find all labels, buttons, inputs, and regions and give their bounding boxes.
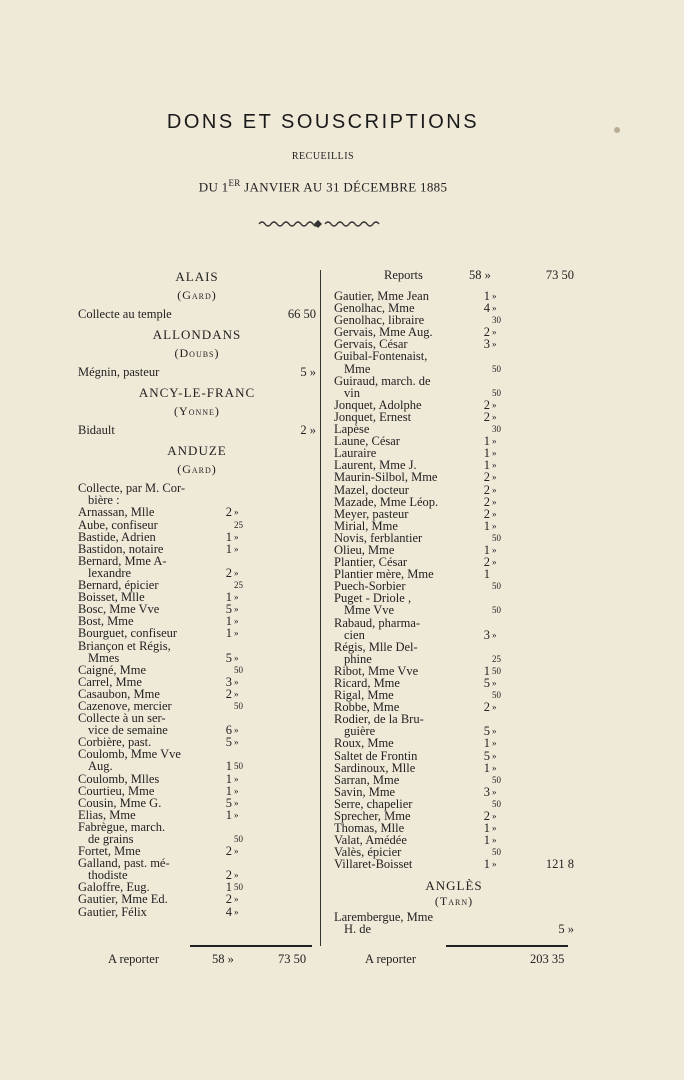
amount-francs: 1	[225, 614, 232, 629]
right-footer-total: 203 35	[530, 952, 565, 966]
donor-name: Mmes	[88, 650, 120, 665]
amount-centimes: 30	[492, 315, 501, 326]
amount-francs: 1	[225, 541, 232, 556]
donor-name: thodiste	[88, 868, 128, 883]
section-total: 2 »	[300, 423, 316, 438]
amount-centimes: »	[492, 448, 497, 459]
amount-francs: 5	[483, 676, 490, 690]
donor-name: Guiraud, march. de	[334, 373, 431, 388]
amount-francs: 2	[225, 844, 232, 859]
donor-name: Rigal, Mme	[334, 688, 394, 703]
donor-name: Guibal-Fontenaist,	[334, 349, 428, 364]
amount-centimes: »	[492, 835, 497, 846]
section-heading-ancy: ANCY-LE-FRANC	[138, 385, 256, 401]
reports-total: 73 50	[545, 268, 574, 282]
right-footer-label: A reporter	[365, 952, 417, 966]
amount-francs: 2	[225, 565, 232, 580]
donor-name: Lapèse	[334, 422, 370, 437]
donor-name: Sprecher, Mme	[334, 809, 411, 824]
amount-centimes: »	[234, 773, 239, 784]
donor-name: Collecte au temple	[78, 307, 172, 321]
amount-francs: 2	[483, 397, 490, 412]
donor-name: de grains	[88, 832, 134, 846]
amount-francs: 5	[225, 602, 232, 617]
section-total: 5 »	[558, 921, 574, 936]
donor-name: Mme Vve	[344, 603, 395, 618]
donor-name: cien	[344, 627, 365, 642]
amount-centimes: »	[492, 472, 497, 483]
amount-centimes: 50	[234, 882, 243, 893]
section-heading-anduze: ANDUZE	[167, 443, 227, 459]
amount-francs: 2	[483, 494, 490, 509]
amount-francs: 1	[225, 590, 232, 605]
donor-name: Mazel, docteur	[334, 482, 409, 497]
period-start: DU 1	[198, 179, 229, 195]
donor-name: guière	[344, 724, 376, 739]
donor-name: Elias, Mme	[78, 807, 136, 822]
amount-centimes: »	[492, 738, 497, 749]
amount-centimes: »	[234, 628, 239, 639]
amount-centimes: »	[234, 567, 239, 578]
amount-centimes: »	[492, 811, 497, 822]
section-heading-alais: ALAIS	[175, 269, 219, 284]
left-footer-subtotal: 58 »	[212, 952, 234, 966]
donor-name: Rodier, de la Bru-	[334, 712, 424, 727]
list-item	[334, 641, 574, 653]
section-heading-allondans: ALLONDANS	[152, 327, 242, 343]
donor-name: Bernard, Mme A-	[78, 553, 167, 568]
donor-name: Gautier, Mme Jean	[334, 289, 429, 303]
amount-centimes: »	[492, 726, 497, 737]
list-item	[334, 617, 574, 629]
list-item	[78, 773, 316, 785]
page-title: DONS ET SOUSCRIPTIONS	[166, 111, 480, 133]
amount-centimes: »	[492, 291, 497, 301]
list-item	[334, 858, 574, 870]
amount-centimes: 50	[492, 690, 501, 701]
donor-name: Mme	[344, 361, 371, 376]
donor-name: Mirial, Mme	[334, 518, 398, 533]
donor-name: Maurin-Silbol, Mme	[334, 470, 438, 485]
amount-francs: 1	[225, 626, 232, 641]
amount-francs: 5	[483, 724, 490, 739]
amount-centimes: 50	[234, 834, 243, 844]
donor-name: Plantier, César	[334, 555, 408, 570]
list-item	[334, 471, 574, 483]
amount-francs: 1	[483, 434, 490, 449]
amount-francs: 2	[483, 482, 490, 497]
amount-centimes: »	[492, 399, 497, 410]
amount-francs: 1	[225, 880, 232, 895]
donor-name: Aug.	[88, 759, 113, 774]
reports-subtotal: 58 »	[469, 268, 491, 282]
amount-centimes: »	[492, 460, 497, 471]
amount-francs: 2	[225, 505, 232, 520]
amount-francs: 1	[483, 760, 490, 775]
section-dept-angles: (Tarn)	[434, 893, 474, 908]
donor-name: H. de	[344, 921, 372, 936]
section-total: 121 8	[545, 857, 574, 872]
list-item	[78, 785, 316, 797]
amount-centimes: 25	[234, 580, 243, 591]
reports-label: Reports	[384, 268, 423, 282]
amount-francs: 2	[225, 868, 232, 883]
donor-name: Lauraire	[334, 446, 377, 461]
amount-centimes: »	[492, 303, 497, 314]
donor-name: Valat, Amédée	[334, 833, 407, 848]
donor-name: Gervais, Mme Aug.	[334, 325, 433, 340]
donor-name: Meyer, pasteur	[334, 506, 409, 521]
amount-francs: 2	[483, 409, 490, 424]
amount-centimes: »	[492, 629, 497, 640]
amount-centimes: »	[492, 496, 497, 507]
amount-francs: 1	[483, 736, 490, 751]
section-dept-anduze: (Gard)	[177, 462, 217, 477]
donor-name: Coulomb, Mlles	[78, 771, 160, 786]
donor-name: Caigné, Mme	[78, 662, 147, 677]
amount-francs: 1	[483, 289, 490, 303]
amount-francs: 5	[483, 748, 490, 763]
amount-centimes: »	[492, 762, 497, 773]
amount-centimes: »	[234, 725, 239, 736]
amount-centimes: »	[492, 786, 497, 797]
list-item	[78, 664, 316, 676]
amount-francs: 1	[225, 759, 232, 774]
amount-francs: 3	[225, 674, 232, 689]
list-item	[78, 640, 316, 652]
amount-francs: 2	[483, 555, 490, 570]
list-item	[78, 308, 316, 320]
donor-name: Fabrègue, march.	[78, 819, 166, 834]
donor-name: Puech-Sorbier	[334, 579, 406, 594]
amount-francs: 5	[225, 735, 232, 750]
donor-name: Olieu, Mme	[334, 542, 395, 557]
donor-name: Laune, César	[334, 434, 400, 449]
amount-centimes: 50	[234, 664, 243, 675]
amount-francs: 1	[483, 518, 490, 533]
angles-list	[334, 911, 574, 935]
donor-name: Sardinoux, Mlle	[334, 760, 416, 775]
donor-name: Bidault	[78, 423, 115, 438]
donor-name: Régis, Mlle Del-	[334, 639, 418, 654]
amount-centimes: »	[234, 676, 239, 687]
amount-centimes: 50	[492, 798, 501, 809]
list-item	[334, 375, 574, 387]
amount-centimes: 25	[234, 519, 243, 530]
list-item	[334, 363, 574, 375]
amount-centimes: 50	[234, 761, 243, 772]
reports-row	[334, 268, 574, 290]
amount-centimes: »	[492, 557, 497, 568]
list-item	[334, 604, 574, 616]
amount-francs: 3	[483, 337, 490, 352]
donor-name: Ricard, Mme	[334, 676, 400, 690]
donor-name: Thomas, Mlle	[334, 821, 405, 836]
amount-centimes: »	[492, 339, 497, 350]
donor-name: Ribot, Mme Vve	[334, 663, 419, 678]
amount-centimes: 50	[492, 363, 501, 374]
donor-name: Cousin, Mme G.	[78, 795, 162, 810]
amount-centimes: »	[234, 652, 239, 663]
donor-name: Saltet de Frontin	[334, 748, 418, 763]
list-item	[334, 737, 574, 749]
list-item	[78, 424, 316, 436]
donor-name: Galland, past. mé-	[78, 856, 170, 871]
donor-name: Puget - Driole ,	[334, 591, 412, 606]
donor-name: Briançon et Régis,	[78, 638, 171, 653]
donor-name: Cazenove, mercier	[78, 698, 172, 713]
amount-francs: 3	[483, 627, 490, 642]
donor-name: vice de semaine	[88, 723, 168, 738]
amount-centimes: »	[492, 823, 497, 834]
donor-name: Rabaud, pharma-	[334, 615, 421, 630]
amount-francs: 1	[483, 833, 490, 848]
amount-francs: 1	[225, 529, 232, 544]
amount-centimes: 50	[492, 387, 501, 398]
amount-francs: 1	[483, 542, 490, 557]
amount-centimes: »	[234, 543, 239, 554]
donor-name: Plantier mère, Mme	[334, 567, 434, 582]
left-footer-total: 73 50	[278, 952, 307, 966]
donor-name: Villaret-Boisset	[334, 857, 413, 872]
list-item	[78, 906, 316, 918]
list-item	[78, 531, 316, 543]
donor-name: Bosc, Mme Vve	[78, 602, 160, 617]
amount-centimes: »	[234, 894, 239, 905]
amount-centimes: »	[492, 411, 497, 422]
list-item	[78, 627, 316, 639]
donor-name: Coulomb, Mme Vve	[78, 747, 181, 762]
donor-name: Bourguet, confiseur	[78, 626, 178, 641]
donor-name: phine	[344, 651, 372, 666]
donor-name: Mazade, Mme Léop.	[334, 494, 439, 509]
amount-centimes: »	[234, 906, 239, 917]
section-dept-alais: (Gard)	[177, 288, 217, 302]
donor-name: Gautier, Félix	[78, 904, 147, 919]
amount-centimes: 50	[492, 605, 501, 616]
list-item	[334, 923, 574, 935]
amount-francs: 2	[483, 506, 490, 521]
amount-centimes: »	[234, 592, 239, 603]
amount-centimes: »	[234, 737, 239, 748]
amount-francs: 1	[483, 446, 490, 461]
amount-centimes: »	[234, 785, 239, 796]
amount-centimes: 25	[492, 653, 501, 664]
amount-centimes: »	[492, 702, 497, 713]
amount-francs: 1	[483, 821, 490, 836]
list-item	[334, 484, 574, 496]
donor-name: Galoffre, Eug.	[78, 880, 150, 895]
amount-francs: 1	[483, 857, 490, 872]
amount-francs: 1	[225, 807, 232, 822]
donor-name: Corbière, past.	[78, 735, 152, 750]
amount-centimes: »	[492, 327, 497, 338]
amount-centimes: »	[234, 531, 239, 542]
amount-francs: 2	[483, 700, 490, 715]
amount-centimes: »	[492, 750, 497, 761]
donor-name: Sarran, Mme	[334, 772, 400, 787]
amount-centimes: 50	[492, 665, 501, 676]
amount-centimes: »	[492, 859, 497, 870]
list-item	[334, 411, 574, 423]
donor-name: Bost, Mme	[78, 614, 134, 629]
amount-centimes: 50	[492, 847, 501, 858]
amount-centimes: »	[492, 678, 497, 688]
right-list	[334, 290, 574, 871]
amount-francs: 2	[483, 325, 490, 340]
donor-name: Serre, chapelier	[334, 796, 413, 811]
anduze-list	[78, 482, 316, 917]
list-item	[78, 506, 316, 518]
amount-centimes: »	[492, 508, 497, 519]
period-end: JANVIER AU 31 DÉCEMBRE 1885	[240, 179, 448, 195]
donor-name: Courtieu, Mme	[78, 783, 155, 798]
list-item	[334, 762, 574, 774]
donor-name: Genolhac, libraire	[334, 313, 425, 328]
list-item	[334, 350, 574, 362]
donor-name: Collecte à un ser-	[78, 711, 166, 726]
left-footer-label: A reporter	[108, 952, 160, 966]
amount-centimes: »	[492, 544, 497, 555]
amount-francs: 1	[483, 458, 490, 473]
donor-name: Mégnin, pasteur	[78, 365, 160, 380]
amount-centimes: »	[234, 688, 239, 699]
amount-centimes: »	[492, 484, 497, 495]
donor-name: Boisset, Mlle	[78, 590, 145, 605]
amount-francs: 6	[225, 723, 232, 738]
donor-name: Bernard, épicier	[78, 578, 159, 593]
list-item	[334, 750, 574, 762]
amount-francs: 2	[483, 470, 490, 485]
section-total: 5 »	[300, 365, 316, 380]
donor-name: Roux, Mme	[334, 736, 394, 751]
amount-centimes: »	[234, 507, 239, 518]
list-item	[78, 519, 316, 531]
donor-name: lexandre	[88, 565, 132, 580]
column-divider	[320, 270, 321, 946]
amount-centimes: 50	[492, 774, 501, 785]
amount-francs: 2	[483, 809, 490, 824]
amount-centimes: »	[234, 616, 239, 627]
donor-name: Jonquet, Ernest	[334, 409, 412, 424]
amount-francs: 3	[483, 784, 490, 799]
donor-name: Savin, Mme	[334, 784, 396, 799]
right-column	[334, 268, 574, 935]
list-item	[334, 911, 574, 923]
amount-centimes: 30	[492, 424, 501, 435]
amount-francs: 5	[225, 650, 232, 665]
amount-francs: 2	[225, 892, 232, 907]
list-item	[78, 893, 316, 905]
list-item	[78, 366, 316, 378]
donor-name: Larembergue, Mme	[334, 909, 434, 924]
donor-name: Casaubon, Mme	[78, 686, 160, 701]
donor-name: Bastidon, notaire	[78, 541, 164, 556]
donor-name: Gautier, Mme Ed.	[78, 892, 168, 907]
amount-francs: 1	[483, 663, 490, 678]
donor-name: Genolhac, Mme	[334, 301, 415, 316]
amount-centimes: »	[492, 520, 497, 531]
list-item	[78, 760, 316, 772]
donor-name: Jonquet, Adolphe	[334, 397, 422, 412]
section-dept-ancy: (Yonne)	[174, 404, 220, 419]
amount-centimes: »	[492, 436, 497, 447]
donor-name: Carrel, Mme	[78, 674, 142, 689]
list-item	[78, 797, 316, 809]
donor-name: Gervais, César	[334, 337, 408, 352]
donor-name: vin	[344, 385, 360, 400]
donor-name: Bastide, Adrien	[78, 529, 156, 544]
amount-centimes: 50	[234, 700, 243, 711]
amount-centimes: 50	[492, 581, 501, 592]
ornament-divider	[257, 218, 387, 230]
period-line	[0, 178, 646, 195]
donor-name: Collecte, par M. Cor-	[78, 481, 186, 496]
section-heading-angles: ANGLÈS	[425, 877, 483, 893]
donor-name: Arnassan, Mlle	[78, 505, 155, 520]
sum-rule	[190, 945, 312, 947]
donor-name: Robbe, Mme	[334, 700, 400, 715]
donor-name: Valès, épicier	[334, 845, 402, 860]
list-item	[334, 629, 574, 641]
amount-centimes: »	[234, 604, 239, 615]
donor-name: Novis, ferblantier	[334, 530, 423, 545]
amount-francs: 1	[225, 771, 232, 786]
donor-name: Aube, confiseur	[78, 517, 158, 532]
list-item	[334, 496, 574, 508]
list-item	[78, 748, 316, 760]
period-superscript: ER	[228, 178, 241, 188]
amount-centimes: 50	[492, 532, 501, 543]
section-dept-allondans: (Doubs)	[174, 346, 220, 361]
section-total: 66 50	[287, 307, 316, 321]
amount-centimes: »	[234, 809, 239, 820]
list-item	[78, 652, 316, 664]
left-column	[78, 268, 316, 918]
page-subtitle: RECUEILLIS	[291, 151, 355, 162]
amount-centimes: »	[234, 797, 239, 808]
amount-francs: 4	[225, 904, 232, 919]
amount-francs: 2	[225, 686, 232, 701]
amount-centimes: »	[234, 870, 239, 881]
amount-francs: 4	[483, 301, 490, 316]
donor-name: Laurent, Mme J.	[334, 458, 417, 473]
amount-francs: 1	[483, 567, 490, 582]
sum-rule-right	[446, 945, 568, 947]
donor-name: Fortet, Mme	[78, 844, 141, 859]
amount-centimes: »	[234, 846, 239, 857]
donor-name: bière :	[88, 493, 120, 508]
amount-francs: 5	[225, 795, 232, 810]
amount-francs: 1	[225, 783, 232, 798]
list-item	[334, 508, 574, 520]
